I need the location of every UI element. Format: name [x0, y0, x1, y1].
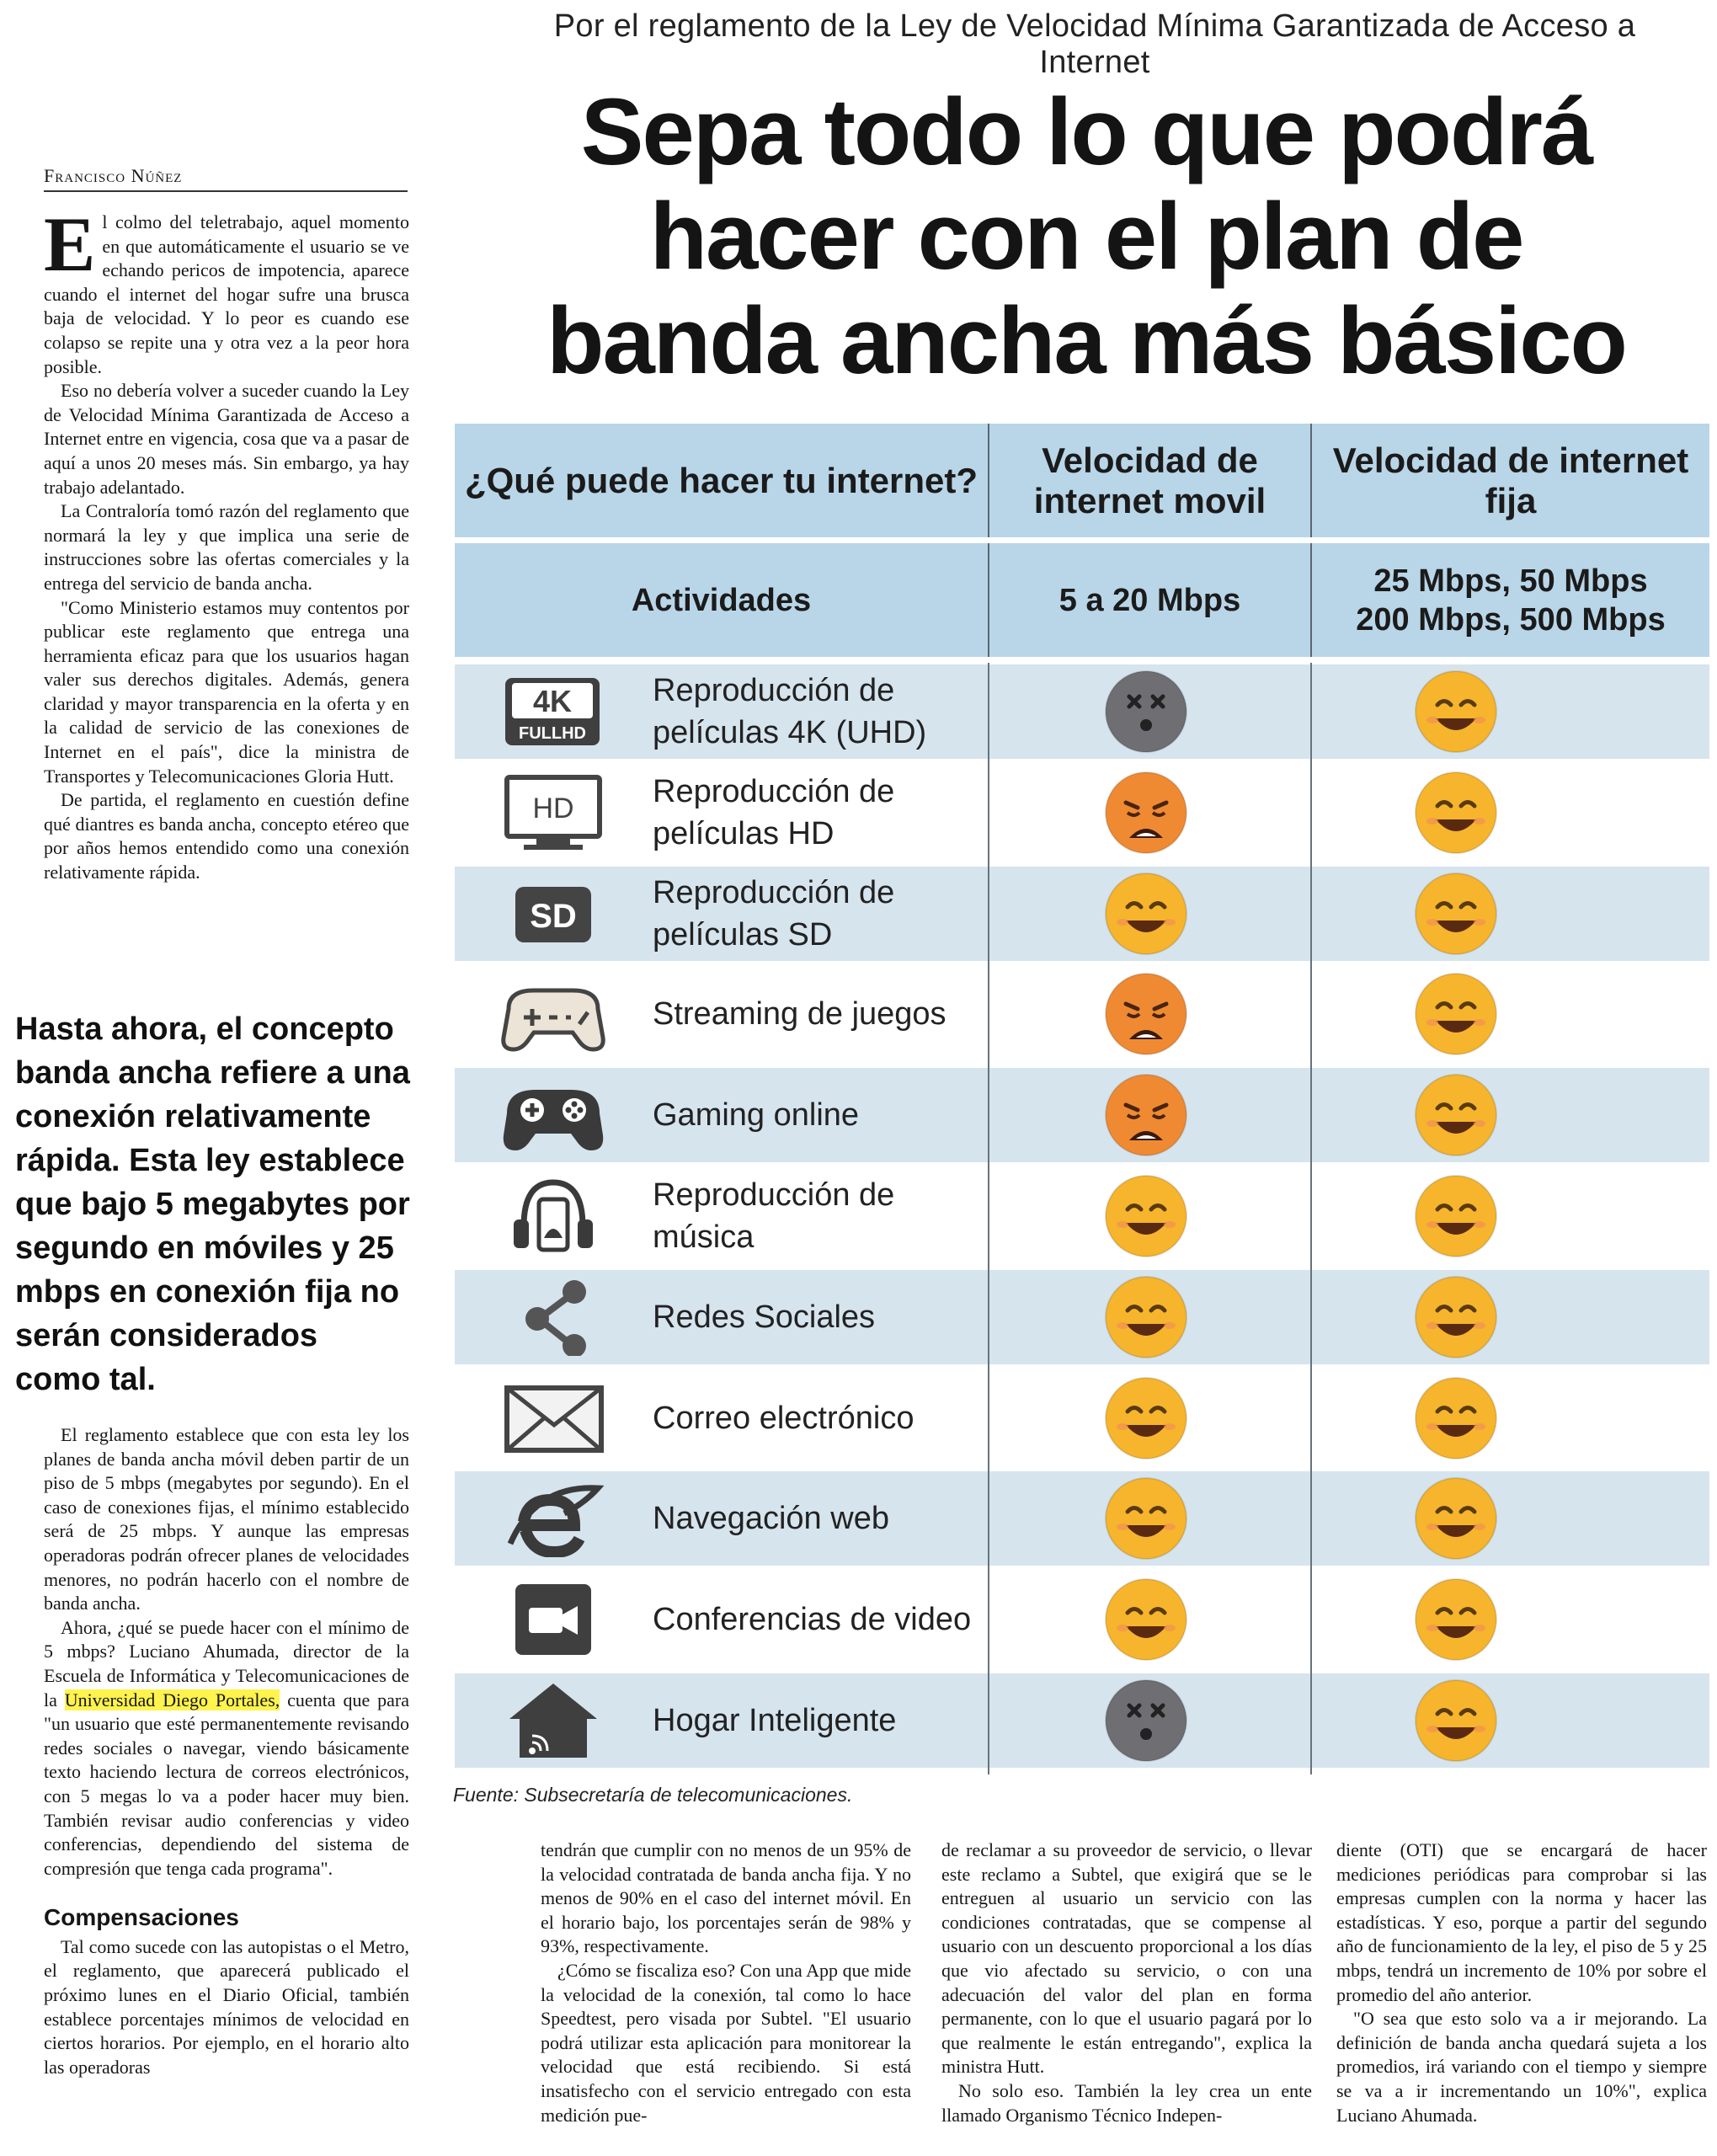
text-run: cuenta que para "un usuario que esté permanentemente revisando redes sociales o navegar, viendo básicamente texto haciendo lectura de correos electrónicos, con 5 megas lo va a poder hacer muy bien. También revisar audio conferencias y video conferencias, dependiendo del sistema de compresión que tenga cada programa". [44, 1689, 409, 1879]
speed-table [455, 424, 1709, 1775]
table-row [455, 967, 1709, 1061]
activity-label: Gaming online [653, 1097, 860, 1134]
emoji-happy-icon [1102, 1475, 1190, 1562]
emoji-happy-icon [1412, 668, 1500, 755]
article-column-left-bottom [44, 1423, 409, 2079]
text-run: Ahora, ¿qué se puede hacer con el mínimo de 5 mbps? Luciano Ahumada, director de la Escuela de Informática y Telecomunicaciones de la [44, 1616, 409, 1710]
header-mobile-speed: Velocidad de internet movil [1033, 440, 1266, 520]
paragraph: diente (OTI) que se encargará de hacer mediciones periódicas para comprobar si las empresas cumplen con la norma y hacer las estadísticas. Y eso, porque a partir del segundo año de funcionamiento de la ley, el piso de 5 y 25 mbps, tendrá un incremento de 10% por sobre el promedio del año anterior. [1336, 1839, 1707, 2005]
article-column-4 [1336, 1838, 1707, 2127]
header-activities: ¿Qué puede hacer tu internet? [464, 460, 978, 500]
table-row [455, 1169, 1709, 1263]
emoji-dead-icon [1102, 668, 1190, 755]
activity-label: Correo electrónico [653, 1400, 914, 1436]
paragraph: ¿Cómo se fiscaliza eso? Con una App que mide la velocidad de la conexión, tal como lo hace Speedtest, pero visada por Subtel. "El usuario podrá utilizar esta aplicación para monitorear la velocidad que está recibiendo. Si está insatisfecho con el servicio entregado con esta medición pue- [541, 1959, 911, 2126]
gamepad-outline-icon [490, 975, 616, 1053]
subheader-mobile: 5 a 20 Mbps [1058, 582, 1241, 618]
svg-text:SD: SD [530, 897, 577, 935]
paragraph: l colmo del teletrabajo, aquel momento en que automáticamente el usuario se ve echando pericos de impotencia, aparece cuando el internet del hogar sufre una brusca baja de velocidad. Y lo peor es cuando ese colapso se repite una y otra vez a la peor hora posible. [44, 211, 409, 377]
paragraph: "O sea que esto solo va a ir mejorando. La definición de banda ancha quedará sujeta a los promedios, irá variando con el tiempo y siempre se va a ir incrementando un 10%", explica Luciano Ahumada. [1336, 2008, 1707, 2126]
activity-label: Navegación web [653, 1501, 889, 1537]
emoji-happy-icon [1412, 1172, 1500, 1260]
table-row [455, 1572, 1709, 1667]
paragraph: "Como Ministerio estamos muy contentos por publicar este reglamento que entrega una herramienta eficaz para que los usuarios hagan valer sus derechos digitales. Además, genera claridad y mayor transparencia en la oferta y en la calidad de servicio de las conexiones de Internet en el país", dice la ministra de Transportes y Telecomunicaciones Gloria Hutt. [44, 596, 409, 787]
video-camera-icon [490, 1581, 616, 1658]
highlighted-link[interactable]: Universidad Diego Portales, [64, 1689, 280, 1710]
pull-quote: Hasta ahora, el concepto banda ancha refiere a una conexión relativamente rápida. Esta ley establece que bajo 5 megabytes por segundo en móviles y 25 mbps en conexión fija no serán considerados como tal. [15, 1011, 410, 1397]
table-row [455, 1068, 1709, 1162]
envelope-icon [490, 1380, 616, 1457]
table-row [455, 1270, 1709, 1364]
activity-label: Conferencias de video [653, 1602, 972, 1638]
game-controller-icon [490, 1076, 616, 1154]
activity-label: Streaming de juegos [653, 996, 946, 1033]
activity-label: Redes Sociales [653, 1299, 876, 1335]
table-header-row [455, 424, 1709, 537]
activity-label: Reproducción de música [653, 1177, 895, 1255]
paragraph: No solo eso. También la ley crea un ente llamado Organismo Técnico Indepen- [941, 2079, 1312, 2126]
paragraph: La Contraloría tomó razón del reglamento que normará la ley y que implica una serie de instrucciones sobre las ofertas comerciales y la entrega del servicio de banda ancha. [44, 500, 409, 594]
headline: Sepa todo lo que podrá hacer con el plan de banda ancha más básico [547, 79, 1626, 393]
kicker: Por el reglamento de la Ley de Velocidad Mínima Garantizada de Acceso a Internet [553, 8, 1636, 80]
header-fixed-speed: Velocidad de internet fija [1332, 440, 1689, 520]
svg-text:HD: HD [532, 792, 574, 825]
activity-label: Reproducción de películas HD [653, 773, 895, 851]
activity-label: Hogar Inteligente [653, 1703, 897, 1738]
emoji-weary-icon [1102, 970, 1190, 1058]
svg-text:4K: 4K [532, 684, 573, 718]
paragraph: El reglamento establece que con esta ley los planes de banda ancha móvil deben partir de un piso de 5 mbps (megabytes por segundo). En el caso de conexiones fijas, el mínimo establecido será de 25 mbps. Y aunque las empresas operadoras podrán ofrecer planes de velocidades menores, no podrán hacerlo con el nombre de banda ancha. [44, 1424, 409, 1614]
svg-text:FULLHD: FULLHD [519, 724, 586, 743]
article-column-left-top [44, 201, 409, 885]
paragraph: tendrán que cumplir con no menos de un 95% de la velocidad contratada de banda ancha fija. Y no menos de 90% en el caso del internet móvil. En el horario bajo, los porcentajes serán de 98% y 93%, respectivamente. [541, 1839, 911, 1957]
source-note: Fuente: Subsecretaría de telecomunicaciones. [453, 1784, 853, 1806]
paragraph: de reclamar a su proveedor de servicio, o llevar este reclamo a Subtel, que exigirá que se le entreguen al usuario un servicio con las condiciones contratadas, que se compense al usuario con un descuento proporcional a los días que vio afectado su servicio, o con una adecuación del valor del plan en forma permanente, con lo que el usuario pagará por lo que realmente le están entregando", explica la ministra Hutt. [941, 1839, 1312, 2078]
sd-badge-icon [490, 875, 616, 953]
smart-home-icon [490, 1682, 616, 1759]
article-column-3 [941, 1838, 1312, 2127]
emoji-weary-icon [1102, 1071, 1190, 1159]
emoji-happy-icon [1412, 1475, 1500, 1562]
paragraph [44, 1616, 409, 1881]
table-row [455, 664, 1709, 759]
table-row [455, 1673, 1709, 1768]
byline: Francisco Núñez [44, 165, 408, 192]
emoji-happy-icon [1412, 769, 1500, 857]
subheading: Compensaciones [44, 1904, 239, 1931]
fixed-speeds-line2: 200 Mbps, 500 Mbps [1356, 601, 1666, 638]
music-headphones-icon [490, 1177, 616, 1255]
emoji-happy-icon [1102, 1172, 1190, 1260]
emoji-happy-icon [1412, 1677, 1500, 1764]
emoji-happy-icon [1102, 1374, 1190, 1462]
activity-label: Reproducción de películas 4K (UHD) [653, 673, 927, 750]
dropcap: E [44, 201, 96, 287]
emoji-happy-icon [1102, 1576, 1190, 1663]
table-subheader-row [455, 543, 1709, 657]
fixed-speeds-line1: 25 Mbps, 50 Mbps [1373, 563, 1648, 599]
emoji-happy-icon [1412, 1273, 1500, 1361]
table-row [455, 1471, 1709, 1566]
article-column-2 [541, 1838, 911, 2127]
paragraph: De partida, el reglamento en cuestión define qué diantres es banda ancha, concepto etéreo que por años hemos entendido como una conexión relativamente rápida. [44, 789, 409, 883]
activity-label: Reproducción de películas SD [653, 874, 895, 953]
emoji-happy-icon [1412, 870, 1500, 958]
subheader-fixed [1312, 543, 1709, 657]
subheader-activities: Actividades [631, 582, 812, 618]
paragraph: Eso no debería volver a suceder cuando la Ley de Velocidad Mínima Garantizada de Acceso a Internet entre en vigencia, cosa que va a pasar de aquí a unos 20 meses más. Sin embargo, ya hay trabajo adelantado. [44, 380, 409, 498]
emoji-happy-icon [1102, 870, 1190, 958]
browser-e-icon [490, 1480, 616, 1557]
4k-fullhd-icon [490, 673, 616, 750]
emoji-happy-icon [1412, 1374, 1500, 1462]
emoji-weary-icon [1102, 769, 1190, 857]
share-icon [490, 1278, 616, 1356]
emoji-happy-icon [1412, 1576, 1500, 1663]
hd-tv-icon [490, 774, 616, 851]
table-row [455, 1371, 1709, 1465]
emoji-happy-icon [1102, 1273, 1190, 1361]
paragraph: Tal como sucede con las autopistas o el Metro, el reglamento, que aparecerá publicado el próximo lunes en el Diario Oficial, también establece porcentajes mínimos de velocidad en ciertos horarios. Por ejemplo, en el horario alto las operadoras [44, 1935, 409, 2078]
table-row [455, 867, 1709, 961]
emoji-happy-icon [1412, 970, 1500, 1058]
emoji-happy-icon [1412, 1071, 1500, 1159]
table-row [455, 766, 1709, 860]
emoji-dead-icon [1102, 1677, 1190, 1764]
